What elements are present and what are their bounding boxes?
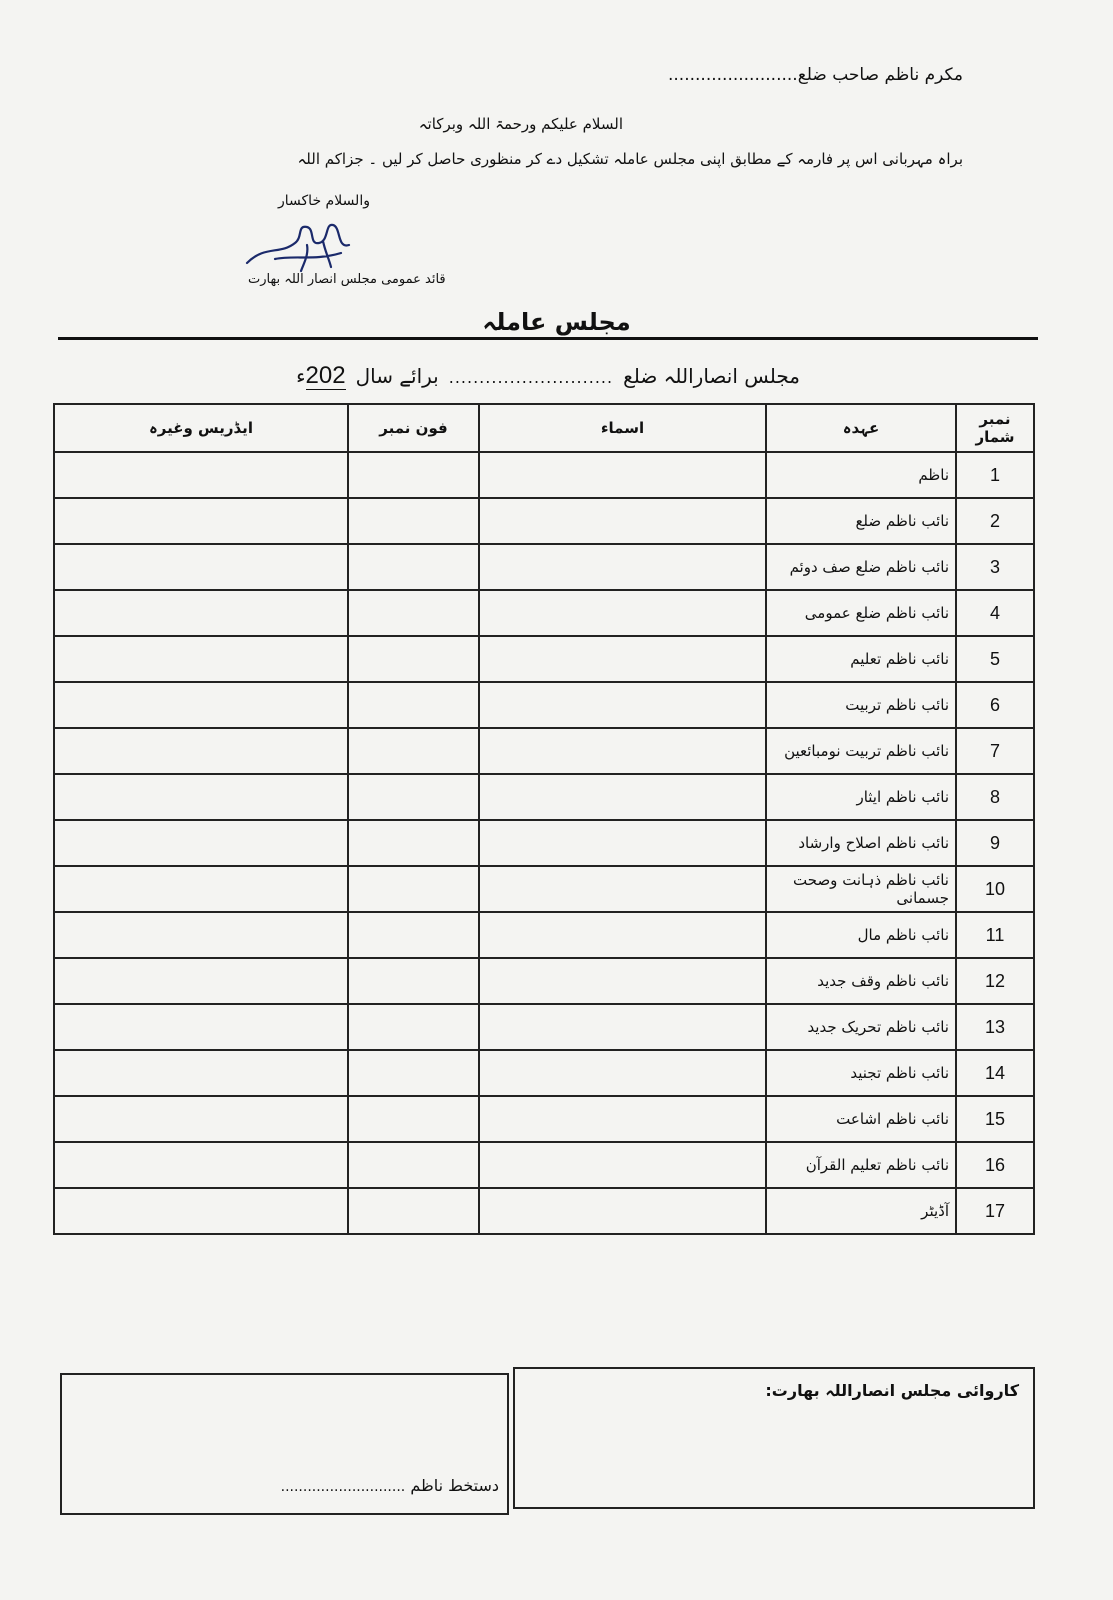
table-row <box>54 682 1034 728</box>
phone-cell[interactable] <box>348 912 479 958</box>
name-cell[interactable] <box>479 636 766 682</box>
phone-cell[interactable] <box>348 1050 479 1096</box>
name-cell[interactable] <box>479 452 766 498</box>
serial-cell: 11 <box>956 912 1034 958</box>
table-row <box>54 958 1034 1004</box>
serial-cell: 4 <box>956 590 1034 636</box>
table-row <box>54 636 1034 682</box>
table-header-row <box>54 404 1034 452</box>
nazim-signature-box <box>60 1373 509 1515</box>
district-blank[interactable]: ........................... <box>448 368 614 387</box>
name-cell[interactable] <box>479 728 766 774</box>
name-cell[interactable] <box>479 498 766 544</box>
name-cell[interactable] <box>479 820 766 866</box>
table-row <box>54 1188 1034 1234</box>
nazim-signature-label: دستخط ناظم <box>410 1476 499 1495</box>
table-row <box>54 452 1034 498</box>
phone-cell[interactable] <box>348 1096 479 1142</box>
phone-cell[interactable] <box>348 544 479 590</box>
serial-cell: 12 <box>956 958 1034 1004</box>
header-phone: فون نمبر <box>348 404 479 452</box>
section-title: مجلس عاملہ <box>482 308 631 336</box>
address-cell[interactable] <box>54 498 348 544</box>
office-cell: آڈیٹر <box>766 1188 956 1234</box>
serial-cell: 14 <box>956 1050 1034 1096</box>
serial-cell: 15 <box>956 1096 1034 1142</box>
office-cell: ناظم <box>766 452 956 498</box>
phone-cell[interactable] <box>348 774 479 820</box>
serial-cell: 13 <box>956 1004 1034 1050</box>
office-cell: نائب ناظم تجنید <box>766 1050 956 1096</box>
phone-cell[interactable] <box>348 958 479 1004</box>
phone-cell[interactable] <box>348 636 479 682</box>
address-cell[interactable] <box>54 544 348 590</box>
table-row <box>54 774 1034 820</box>
serial-cell: 7 <box>956 728 1034 774</box>
office-cell: نائب ناظم ذہانت وصحت جسمانی <box>766 866 956 912</box>
year-label: برائے سال <box>355 364 439 388</box>
table-row <box>54 1142 1034 1188</box>
phone-cell[interactable] <box>348 820 479 866</box>
serial-cell: 9 <box>956 820 1034 866</box>
serial-cell: 8 <box>956 774 1034 820</box>
office-cell: نائب ناظم تحریک جدید <box>766 1004 956 1050</box>
office-cell: نائب ناظم ضلع صف دوئم <box>766 544 956 590</box>
office-cell: نائب ناظم وقف جدید <box>766 958 956 1004</box>
name-cell[interactable] <box>479 912 766 958</box>
address-cell[interactable] <box>54 1188 348 1234</box>
address-cell[interactable] <box>54 590 348 636</box>
name-cell[interactable] <box>479 1050 766 1096</box>
remarks-label: کاروائی مجلس انصاراللہ بھارت: <box>765 1381 1019 1400</box>
name-cell[interactable] <box>479 1188 766 1234</box>
office-cell: نائب ناظم تعلیم <box>766 636 956 682</box>
table-row <box>54 866 1034 912</box>
address-cell[interactable] <box>54 1004 348 1050</box>
header-name: اسماء <box>479 404 766 452</box>
address-cell[interactable] <box>54 1142 348 1188</box>
office-cell: نائب ناظم تربیت <box>766 682 956 728</box>
table-row <box>54 728 1034 774</box>
serial-cell: 5 <box>956 636 1034 682</box>
address-cell[interactable] <box>54 682 348 728</box>
name-cell[interactable] <box>479 958 766 1004</box>
office-cell: نائب ناظم اصلاح وارشاد <box>766 820 956 866</box>
address-cell[interactable] <box>54 958 348 1004</box>
address-cell[interactable] <box>54 912 348 958</box>
phone-cell[interactable] <box>348 452 479 498</box>
serial-cell: 17 <box>956 1188 1034 1234</box>
nazim-signature-blank[interactable]: ............................ <box>280 1479 406 1495</box>
table-row <box>54 1004 1034 1050</box>
address-cell[interactable] <box>54 866 348 912</box>
address-cell[interactable] <box>54 728 348 774</box>
serial-cell: 1 <box>956 452 1034 498</box>
address-cell[interactable] <box>54 820 348 866</box>
majlis-line <box>296 362 800 390</box>
year-value[interactable]: 202ء <box>296 362 346 389</box>
table-row <box>54 912 1034 958</box>
phone-cell[interactable] <box>348 728 479 774</box>
title-divider <box>58 337 1038 340</box>
phone-cell[interactable] <box>348 682 479 728</box>
header-serial: نمبر شمار <box>956 404 1034 452</box>
name-cell[interactable] <box>479 774 766 820</box>
addressee-blank[interactable]: ........................ <box>668 65 798 85</box>
address-cell[interactable] <box>54 774 348 820</box>
addressee-line <box>668 65 963 85</box>
address-cell[interactable] <box>54 636 348 682</box>
addressee-label: مکرم ناظم صاحب ضلع <box>797 65 963 85</box>
name-cell[interactable] <box>479 1004 766 1050</box>
office-cell: نائب ناظم تعلیم القرآن <box>766 1142 956 1188</box>
phone-cell[interactable] <box>348 498 479 544</box>
handwritten-signature <box>245 215 365 275</box>
phone-cell[interactable] <box>348 590 479 636</box>
office-cell: نائب ناظم اشاعت <box>766 1096 956 1142</box>
name-cell[interactable] <box>479 1142 766 1188</box>
nazim-signature-line <box>281 1476 499 1495</box>
executive-table <box>55 403 1035 1235</box>
office-cell: نائب ناظم تربیت نومبائعین <box>766 728 956 774</box>
request-text: براہ مہربانی اس پر فارمہ کے مطابق اپنی مجلس عاملہ تشکیل دے کر منظوری حاصل کر لیں ۔ جزاکم اللہ <box>297 150 963 168</box>
header-address: ایڈریس وغیرہ <box>54 404 348 452</box>
phone-cell[interactable] <box>348 1004 479 1050</box>
address-cell[interactable] <box>54 1096 348 1142</box>
closing-text: والسلام خاکسار <box>278 193 370 209</box>
table-row <box>54 1096 1034 1142</box>
phone-cell[interactable] <box>348 1188 479 1234</box>
phone-cell[interactable] <box>348 866 479 912</box>
remarks-box[interactable] <box>513 1367 1035 1509</box>
serial-cell: 2 <box>956 498 1034 544</box>
office-cell: نائب ناظم مال <box>766 912 956 958</box>
salutation: السلام علیکم ورحمۃ اللہ وبرکاتہ <box>418 115 623 133</box>
address-cell[interactable] <box>54 452 348 498</box>
majlis-label: مجلس انصاراللہ ضلع <box>623 364 800 388</box>
name-cell[interactable] <box>479 590 766 636</box>
serial-cell: 6 <box>956 682 1034 728</box>
table-row <box>54 820 1034 866</box>
signatory-title: قائد عمومی مجلس انصار اللہ بھارت <box>248 272 446 287</box>
serial-cell: 10 <box>956 866 1034 912</box>
table-row <box>54 1050 1034 1096</box>
table-row <box>54 498 1034 544</box>
name-cell[interactable] <box>479 682 766 728</box>
header-office: عہدہ <box>766 404 956 452</box>
serial-cell: 16 <box>956 1142 1034 1188</box>
office-cell: نائب ناظم ضلع عمومی <box>766 590 956 636</box>
address-cell[interactable] <box>54 1050 348 1096</box>
name-cell[interactable] <box>479 1096 766 1142</box>
office-cell: نائب ناظم ایثار <box>766 774 956 820</box>
name-cell[interactable] <box>479 544 766 590</box>
table-row <box>54 590 1034 636</box>
table-row <box>54 544 1034 590</box>
office-cell: نائب ناظم ضلع <box>766 498 956 544</box>
phone-cell[interactable] <box>348 1142 479 1188</box>
serial-cell: 3 <box>956 544 1034 590</box>
name-cell[interactable] <box>479 866 766 912</box>
